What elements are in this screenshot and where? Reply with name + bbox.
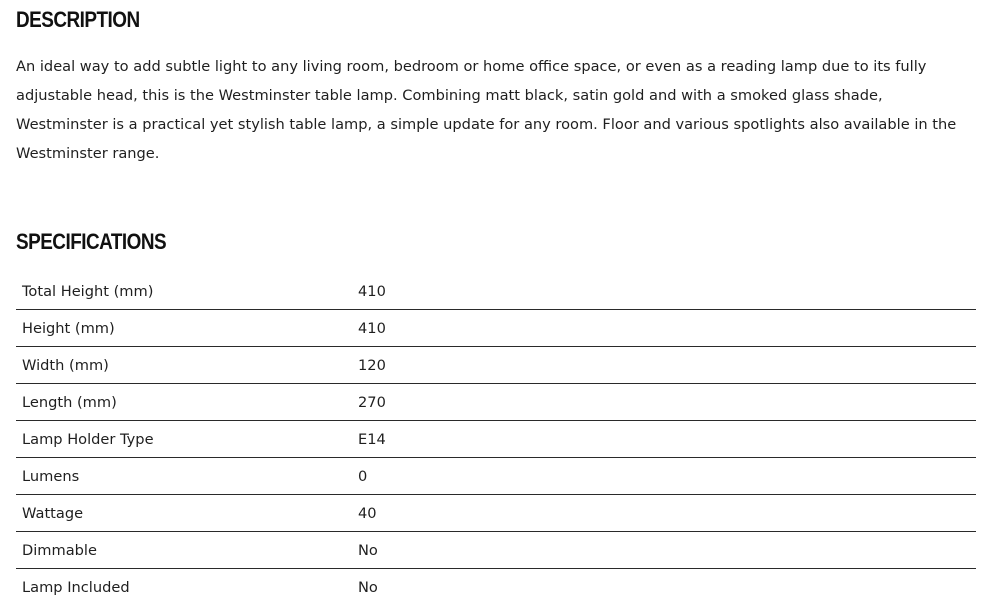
description-line: Westminster range. (16, 145, 160, 162)
table-row (16, 273, 976, 310)
table-row (16, 532, 976, 569)
table-row (16, 310, 976, 347)
spec-value: 120 (352, 347, 976, 384)
description-line: Westminster is a practical yet stylish table lamp, a simple update for any room. Floor and various spotlights also available in the (16, 116, 957, 133)
spec-value: No (352, 532, 976, 569)
spec-value: 270 (352, 384, 976, 421)
spec-value: 410 (352, 273, 976, 310)
spec-label: Lamp Included (22, 578, 130, 596)
description-line: An ideal way to add subtle light to any living room, bedroom or home office space, or even as a reading lamp due to its fully (16, 58, 927, 75)
spec-label: Total Height (mm) (16, 273, 352, 310)
table-row (16, 458, 976, 495)
table-row (16, 569, 976, 605)
spec-label: Lamp Holder Type (16, 421, 352, 458)
spec-label: Height (mm) (16, 310, 352, 347)
spec-label: Lumens (16, 458, 352, 495)
spec-value: 410 (352, 310, 976, 347)
table-row (16, 495, 976, 532)
table-row (16, 347, 976, 384)
table-row (16, 421, 976, 458)
spec-label: Length (mm) (16, 384, 352, 421)
specifications-heading: SPECIFICATIONS (16, 229, 167, 254)
description-text (16, 52, 976, 168)
table-row (16, 384, 976, 421)
spec-value: 0 (352, 458, 976, 495)
spec-label: Dimmable (16, 532, 352, 569)
spec-label: Wattage (16, 495, 352, 532)
spec-value: No (358, 578, 378, 596)
spec-value: 40 (352, 495, 976, 532)
description-line: adjustable head, this is the Westminster table lamp. Combining matt black, satin gold and with a smoked glass shade, (16, 87, 883, 104)
description-heading: DESCRIPTION (16, 7, 140, 32)
specifications-table (16, 273, 976, 605)
spec-label: Width (mm) (16, 347, 352, 384)
spec-value: E14 (352, 421, 976, 458)
